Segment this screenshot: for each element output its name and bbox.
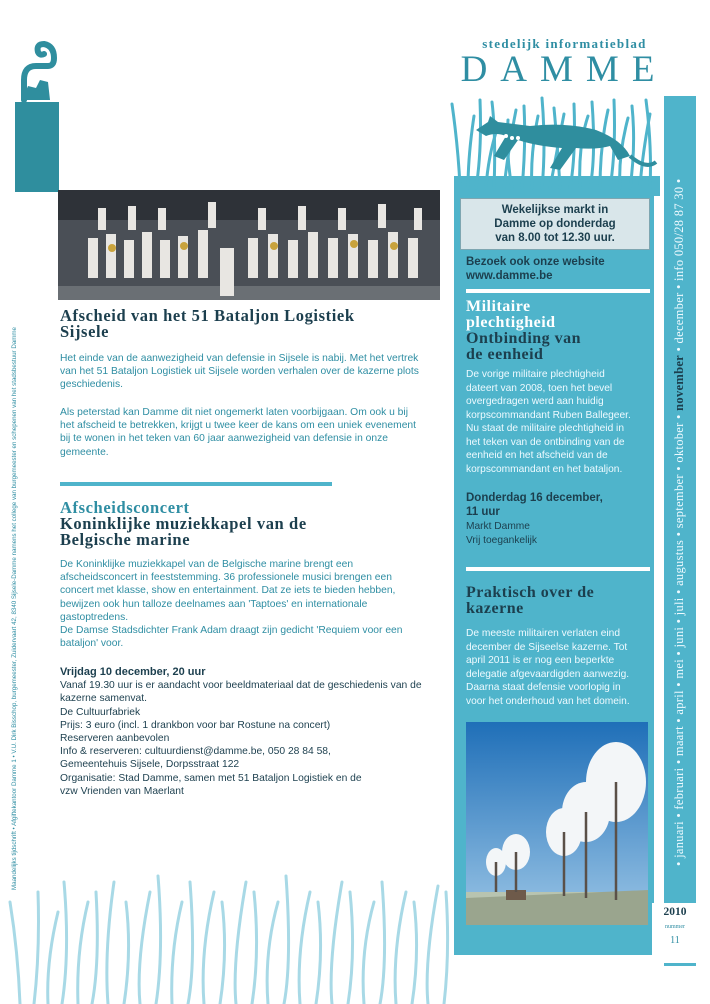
military-subheading: Ontbinding van (466, 330, 582, 347)
intro-line: gemeente. (60, 446, 109, 458)
concert-line: gastoptredens. (60, 611, 129, 623)
detail-line: Reserveren aanbevolen (60, 733, 170, 745)
grass-dog-illustration (446, 96, 660, 196)
kazerne-heading: kazerne (466, 600, 524, 617)
issue-box (652, 903, 698, 963)
kazerne-body-line: april 2011 is er nog een beperkte (466, 655, 615, 666)
issue-number-label: nummer (665, 924, 685, 930)
military-body-line: korpscommandant en het bataljon. (466, 463, 623, 475)
concert-line: afscheidsconcert in feeststemming. 36 professionele musici brengen een (60, 572, 392, 584)
military-heading: plechtigheid (466, 314, 556, 331)
kazerne-body-line: voor het onderhoud van het domein. (466, 695, 630, 707)
concert-heading (60, 500, 442, 548)
military-body-line: Nu staat de militaire plechtigheid in (466, 423, 624, 434)
detail-line: Info & reserveren: cultuurdienst@damme.be, 050 28 84 58, (60, 746, 331, 758)
detail-line: Vanaf 19.30 uur is er aandacht voor beeldmateriaal dat de geschiedenis van de (60, 680, 422, 692)
kazerne-body-line: Daarna staat defensie voorlopig in (466, 682, 621, 693)
main-headline (60, 308, 442, 340)
sidebar-divider (466, 289, 650, 293)
issue-number: 11 (670, 935, 680, 946)
military-subheading: de eenheid (466, 346, 544, 363)
kazerne-section (466, 585, 656, 708)
intro-line: Het einde van de aanwezigheid van defensie in Sijsele is nabij. Met het vertrek (60, 353, 419, 364)
months-after: • december • info 050/28 87 30 • (672, 178, 686, 355)
kazerne-body-line: De meeste militairen verlaten eind (466, 628, 621, 639)
detail-line: Prijs: 3 euro (incl. 1 drankbon voor bar Rostune na concert) (60, 719, 331, 731)
current-month: november (672, 354, 686, 411)
section-divider (60, 482, 332, 486)
military-body-line: De vorige militaire plechtigheid (466, 369, 605, 380)
website-line: Bezoek ook onze website (466, 256, 605, 268)
intro-line: bij te wonen in het teken van 60 jaar aanwezigheid van defensie in onze (60, 433, 389, 445)
market-line: Damme op donderdag (494, 218, 616, 230)
left-color-block (15, 102, 59, 192)
market-info-box (460, 198, 650, 250)
concert-subtitle: Belgische marine (60, 530, 191, 549)
concert-details (60, 666, 448, 798)
publisher-note: Maandelijks tijdschrift • Afgiftekantoor Damme 1 • V.U. Dirk Bisschop, burgemeester, Zuidervaart 42, 8340 Sijsele-Damme namens het college van burgemeester en schepenen van het stadsbestuur Damme (11, 327, 18, 890)
headline-line: Sijsele (60, 322, 110, 341)
military-body-line: dateert van 2008, toen het bevel (466, 382, 613, 394)
cat-logo-icon (14, 36, 62, 102)
military-date-line: 11 uur (466, 506, 500, 518)
detail-line: Organisatie: Stad Damme, samen met 51 Bataljon Logistiek en de (60, 772, 362, 784)
military-date-line: Donderdag 16 december, (466, 492, 603, 504)
concert-date: Vrijdag 10 december, 20 uur (60, 666, 206, 678)
detail-line: De Cultuurfabriek (60, 706, 141, 718)
website-promo (466, 255, 656, 283)
market-line: Wekelijkse markt in (501, 204, 609, 216)
market-line: van 8.00 tot 12.30 uur. (495, 232, 615, 244)
concert-title: Afscheidsconcert (60, 498, 190, 517)
months-before: • januari • februari • maart • april • mei • juni • juli • augustus • september • oktober • (672, 410, 686, 866)
winter-trees-photo (466, 722, 648, 925)
military-body-line: het teken van de ontbinding van de (466, 436, 625, 448)
month-list (672, 96, 687, 866)
headline-line: Afscheid van het 51 Bataljon Logistiek (60, 306, 355, 325)
intro-paragraph (60, 406, 448, 459)
intro-line: Als peterstad kan Damme dit niet ongemerkt laten voorbijgaan. Om ook u bij (60, 407, 408, 418)
military-body-line: korpscommandant Ruben Ballegeer. (466, 409, 631, 421)
left-vertical-text (3, 200, 19, 890)
concert-line: bewijzen ook hun talloze deelnames aan 'Taptoes' en internationale (60, 598, 368, 610)
military-body-line: eenheid en het afscheid van de (466, 450, 608, 461)
marine-band-photo (58, 190, 440, 300)
month-strip (664, 96, 696, 966)
military-heading: Militaire (466, 298, 531, 315)
bottom-grass-illustration (0, 862, 454, 1004)
kazerne-body-line: delegatie afgevaardigden aanwezig. (466, 668, 630, 680)
kazerne-heading: Praktisch over de (466, 584, 595, 601)
military-body-line: overgedragen werd aan huidig (466, 396, 604, 407)
intro-paragraph (60, 352, 448, 392)
detail-line: vzw Vrienden van Maerlant (60, 785, 184, 797)
masthead-subtitle: stedelijk informatieblad (482, 36, 647, 51)
military-section (466, 299, 656, 363)
concert-line: concert met klasse, show en entertainment. Dat ze iets te bieden hebben, (60, 585, 396, 597)
intro-line: van het 51 Bataljon Logistiek uit Sijsele worden verhalen over de kazerne plots (60, 366, 419, 378)
intro-line: geschiedenis. (60, 379, 123, 391)
concert-line: De Koninklijke muziekkapel van de Belgische marine brengt een (60, 559, 354, 570)
detail-line: Gemeentehuis Sijsele, Dorpsstraat 122 (60, 759, 240, 771)
military-info-line: Vrij toegankelijk (466, 534, 537, 546)
concert-subtitle: Koninklijke muziekkapel van de (60, 514, 307, 533)
sidebar-divider (466, 567, 650, 571)
concert-line: De Damse Stadsdichter Frank Adam draagt zijn gedicht 'Requiem voor een (60, 625, 403, 637)
military-info-line: Markt Damme (466, 521, 530, 532)
military-body (466, 368, 656, 476)
concert-body (60, 558, 448, 650)
intro-line: het afscheid te betrekken, krijgt u twee keer de kans om een uniek evenement (60, 420, 417, 432)
website-link[interactable]: www.damme.be (466, 270, 553, 282)
military-date (466, 491, 656, 547)
concert-line: bataljon' voor. (60, 638, 124, 650)
detail-line: kazerne samenvat. (60, 693, 147, 705)
issue-year: 2010 (663, 906, 687, 918)
masthead-title: DAMME (460, 49, 668, 90)
kazerne-body-line: december de Sijseelse kazerne. Tot (466, 641, 628, 653)
